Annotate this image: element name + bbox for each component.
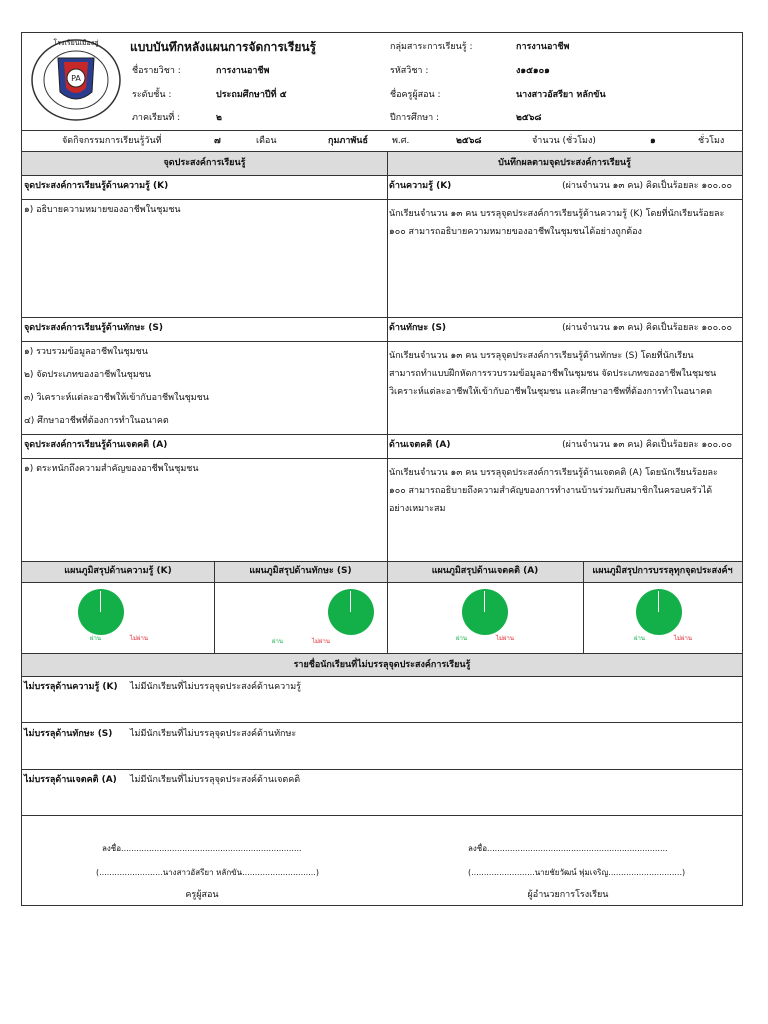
- month-label: เดือน: [256, 136, 277, 146]
- k-objectives: ๑) อธิบายความหมายของอาชีพในชุมชน: [24, 205, 181, 215]
- chart-a-legend-fail: ไม่ผ่าน: [496, 635, 514, 642]
- code-value: ง๑๕๑๐๑: [516, 66, 550, 76]
- teacher-sign-line: ลงชื่อ.......................................................................: [102, 844, 302, 853]
- a-objectives-heading: จุดประสงค์การเรียนรู้ด้านเจตคติ (A): [24, 440, 168, 450]
- chart-k-legend-pass: ผ่าน: [90, 635, 101, 642]
- not-achieved-s-label: ไม่บรรลุด้านทักษะ (S): [24, 729, 113, 739]
- director-name: (.........................นายชัยวัฒน์ พุ่มเจริญ.............................): [468, 868, 686, 877]
- column-objectives-heading: จุดประสงค์การเรียนรู้: [163, 158, 246, 168]
- chart-s-heading: แผนภูมิสรุปด้านทักษะ (S): [249, 566, 352, 576]
- be-year: ๒๕๖๘: [456, 136, 482, 146]
- year-value: ๒๕๖๘: [516, 113, 542, 123]
- teacher-name: (.........................นางสาวอัสรียา หลักขัน.............................): [96, 868, 319, 877]
- subject-name-value: การงานอาชีพ: [216, 66, 270, 76]
- teacher-role: ครูผู้สอน: [185, 890, 219, 900]
- s-results-heading: ด้านทักษะ (S): [389, 323, 447, 333]
- chart-a-pass-slice: [462, 589, 508, 635]
- chart-all-legend-fail: ไม่ผ่าน: [674, 635, 692, 642]
- not-achieved-a-label: ไม่บรรลุด้านเจตคติ (A): [24, 775, 117, 785]
- chart-k-legend-fail: ไม่ผ่าน: [130, 635, 148, 642]
- semester-value: ๒: [216, 113, 222, 123]
- not-achieved-heading: รายชื่อนักเรียนที่ไม่บรรลุจุดประสงค์การเรียนรู้: [293, 660, 471, 670]
- s-result-text: นักเรียนจำนวน ๑๓ คน บรรลุจุดประสงค์การเรียนรู้ด้านทักษะ (S) โดยที่นักเรียน สามารถทำแบบฝึกหัดการรวบรวมข้อมูลอาชีพในชุมชน จัดประเภทของอาชีพในชุมชน วิเคราะห์แต่ละอาชีพให้เข้ากับอาชีพในชุมชน และศึกษาอาชีพที่ต้องการทำในอนาคต: [389, 351, 717, 397]
- record-form: [21, 32, 743, 906]
- chart-s-pass-slice: [328, 589, 374, 635]
- chart-k-pass-slice: [78, 589, 124, 635]
- k-result-text: นักเรียนจำนวน ๑๓ คน บรรลุจุดประสงค์การเรียนรู้ด้านความรู้ (K) โดยที่นักเรียนร้อยละ ๑๐๐ สามารถอธิบายความหมายของอาชีพในชุมชนได้อย่างถูกต้อง: [389, 209, 725, 237]
- month-value: กุมภาพันธ์: [328, 136, 368, 146]
- hours-unit: ชั่วโมง: [698, 136, 725, 146]
- s-objectives-heading: จุดประสงค์การเรียนรู้ด้านทักษะ (S): [24, 323, 163, 333]
- activity-day: ๗: [214, 136, 221, 146]
- director-role: ผู้อำนวยการโรงเรียน: [527, 890, 609, 900]
- a-stat: (ผ่านจำนวน ๑๓ คน) คิดเป็นร้อยละ ๑๐๐.๐๐: [562, 440, 732, 450]
- not-achieved-s-text: ไม่มีนักเรียนที่ไม่บรรลุจุดประสงค์ด้านทักษะ: [130, 729, 297, 739]
- not-achieved-k-label: ไม่บรรลุด้านความรู้ (K): [24, 682, 118, 692]
- hours-label: จำนวน (ชั่วโมง): [532, 136, 596, 146]
- s-objectives: ๑) รวบรวมข้อมูลอาชีพในชุมชน ๒) จัดประเภทของอาชีพในชุมชน ๓) วิเคราะห์แต่ละอาชีพให้เข้ากับอาชีพในชุมชน ๔) ศึกษาอาชีพที่ต้องการทำในอนาคต: [24, 347, 209, 426]
- be-label: พ.ศ.: [392, 136, 410, 146]
- a-result-text: นักเรียนจำนวน ๑๓ คน บรรลุจุดประสงค์การเรียนรู้ด้านเจตคติ (A) โดยนักเรียนร้อยละ ๑๐๐ สามารถอธิบายถึงความสำคัญของการทำงานบ้านร่วมกับสมาชิกในครอบครัวได้ อย่างเหมาะสม: [389, 468, 718, 514]
- group-label: กลุ่มสาระการเรียนรู้ :: [390, 42, 473, 52]
- group-value: การงานอาชีพ: [516, 42, 570, 52]
- teacher-label: ชื่อครูผู้สอน :: [390, 90, 441, 100]
- not-achieved-a-text: ไม่มีนักเรียนที่ไม่บรรลุจุดประสงค์ด้านเจตคติ: [130, 775, 301, 785]
- s-stat: (ผ่านจำนวน ๑๓ คน) คิดเป็นร้อยละ ๑๐๐.๐๐: [562, 323, 732, 333]
- code-label: รหัสวิชา :: [390, 66, 429, 76]
- semester-label: ภาคเรียนที่ :: [132, 113, 181, 123]
- logo-text: โรงเรียนเมืองสู่: [53, 39, 99, 47]
- chart-k-heading: แผนภูมิสรุปด้านความรู้ (K): [64, 566, 172, 576]
- hours-value: ๑: [650, 136, 656, 146]
- teacher-value: นางสาวอัสรียา หลักขัน: [516, 90, 606, 100]
- page-title: แบบบันทึกหลังแผนการจัดการเรียนรู้: [130, 40, 317, 54]
- chart-all-heading: แผนภูมิสรุปการบรรลุทุกจุดประสงค์ฯ: [592, 566, 733, 576]
- chart-s-legend-pass: ผ่าน: [272, 638, 283, 645]
- level-label: ระดับชั้น :: [132, 90, 172, 100]
- year-label: ปีการศึกษา :: [390, 113, 440, 123]
- director-sign-line: ลงชื่อ.......................................................................: [468, 844, 668, 853]
- subject-name-label: ชื่อรายวิชา :: [132, 66, 181, 76]
- chart-a-legend-pass: ผ่าน: [456, 635, 467, 642]
- logo-badge-text: PA: [71, 74, 81, 83]
- chart-all-legend-pass: ผ่าน: [634, 635, 645, 642]
- chart-s-legend-fail: ไม่ผ่าน: [312, 638, 330, 645]
- level-value: ประถมศึกษาปีที่ ๕: [216, 90, 287, 100]
- school-logo: [28, 36, 124, 124]
- k-results-heading: ด้านความรู้ (K): [389, 181, 452, 191]
- chart-all-pass-slice: [636, 589, 682, 635]
- k-objectives-heading: จุดประสงค์การเรียนรู้ด้านความรู้ (K): [24, 181, 169, 191]
- a-objectives: ๑) ตระหนักถึงความสำคัญของอาชีพในชุมชน: [24, 464, 199, 474]
- a-results-heading: ด้านเจตคติ (A): [389, 440, 451, 450]
- not-achieved-k-text: ไม่มีนักเรียนที่ไม่บรรลุจุดประสงค์ด้านความรู้: [130, 682, 301, 692]
- chart-a-heading: แผนภูมิสรุปด้านเจตคติ (A): [431, 566, 539, 576]
- k-stat: (ผ่านจำนวน ๑๓ คน) คิดเป็นร้อยละ ๑๐๐.๐๐: [562, 181, 732, 191]
- column-results-heading: บันทึกผลตามจุดประสงค์การเรียนรู้: [498, 158, 631, 168]
- activity-date-label: จัดกิจกรรมการเรียนรู้วันที่: [62, 136, 162, 146]
